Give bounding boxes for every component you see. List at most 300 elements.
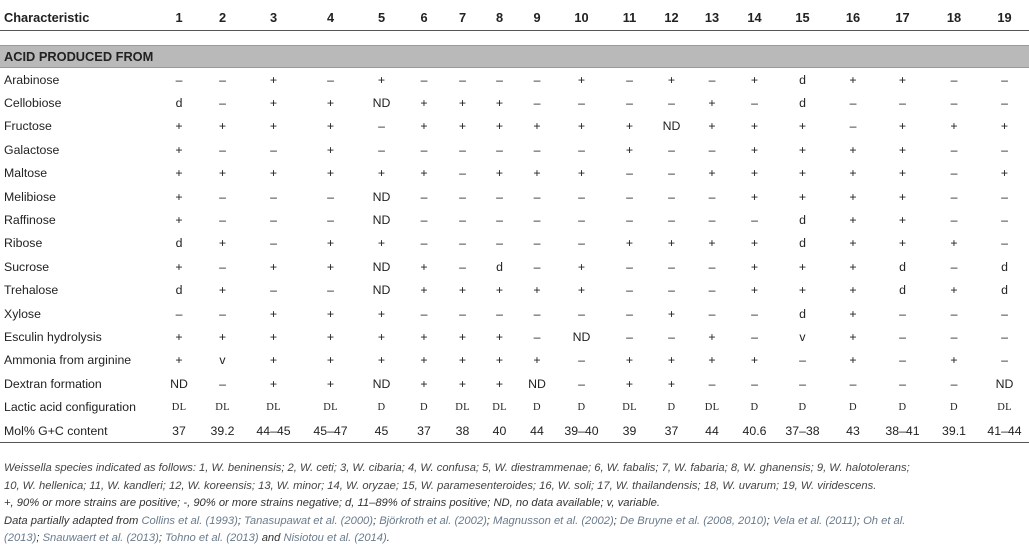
table-cell: –	[578, 376, 585, 391]
table-cell: d	[175, 96, 183, 111]
table-cell: +	[377, 166, 386, 181]
table-cell: –	[578, 96, 585, 111]
table-cell: +	[1000, 166, 1009, 181]
section-row	[0, 46, 1029, 68]
table-cell: –	[420, 236, 428, 251]
table-cell: +	[577, 283, 586, 298]
table-cell: –	[496, 213, 503, 228]
table-cell: –	[950, 96, 958, 111]
table-cell: +	[798, 142, 807, 157]
table-cell: –	[533, 72, 541, 87]
table-cell: –	[1001, 72, 1008, 87]
table-cell: +	[533, 119, 541, 134]
table-cell: –	[899, 329, 906, 344]
table-cell: –	[459, 142, 466, 157]
table-cell: v	[799, 329, 806, 344]
table-cell: D	[377, 401, 386, 413]
table-cell: d	[496, 259, 503, 274]
table-cell: +	[326, 142, 335, 157]
table-cell: +	[420, 353, 428, 368]
table-cell: +	[625, 353, 634, 368]
table-cell: –	[950, 72, 958, 87]
column-header-species-12: 12	[652, 4, 691, 31]
header-gap	[0, 31, 1029, 46]
table-cell: +	[798, 166, 807, 181]
table-cell: –	[420, 306, 428, 321]
table-cell: +	[458, 353, 467, 368]
table-cell: –	[578, 142, 585, 157]
table-cell: –	[378, 142, 385, 157]
table-cell: +	[708, 166, 716, 181]
table-cell: +	[175, 142, 183, 157]
table-cell: –	[578, 306, 585, 321]
table-cell: +	[667, 376, 676, 391]
table-cell: +	[849, 353, 857, 368]
table-cell: +	[798, 259, 807, 274]
table-cell: –	[1001, 142, 1008, 157]
table-cell: D	[420, 401, 428, 413]
table-body	[0, 31, 1029, 443]
table-cell: –	[459, 213, 466, 228]
table-cell: –	[420, 213, 428, 228]
table-cell: +	[533, 166, 541, 181]
table-cell: +	[377, 306, 386, 321]
table-cell: +	[1000, 119, 1009, 134]
table-cell: –	[708, 259, 716, 274]
table-cell: d	[799, 96, 806, 111]
table-cell: –	[899, 306, 906, 321]
table-cell: –	[459, 189, 466, 204]
reference-link[interactable]: Tohno et al. (2013)	[165, 532, 259, 544]
table-cell: +	[577, 259, 586, 274]
table-cell: –	[899, 96, 906, 111]
table-cell: ND	[170, 376, 188, 391]
table-cell: –	[668, 189, 675, 204]
table-cell: +	[420, 376, 428, 391]
table-cell: +	[377, 236, 386, 251]
table-header-row	[0, 4, 1029, 31]
footnote-species-line-1: Weissella species indicated as follows: 1, W. beninensis; 2, W. ceti; 3, W. cibaria; 4, W. confusa; 5, W. diestrammenae; 6, W. fabalis; 7, W. fabaria; 8, W. ghanensis; 9, W. halotolerans;	[4, 462, 910, 474]
reference-separator: ;	[486, 514, 494, 527]
row-label: Sucrose	[4, 259, 50, 274]
table-cell: –	[751, 213, 758, 228]
table-cell: 43	[829, 419, 877, 443]
row-label: Arabinose	[4, 72, 60, 87]
table-row	[0, 138, 1029, 161]
table-cell: DL	[455, 401, 470, 413]
table-cell: –	[420, 142, 428, 157]
table-cell: +	[420, 329, 428, 344]
table-cell: –	[219, 96, 226, 111]
table-cell: +	[458, 376, 467, 391]
column-header-species-14: 14	[733, 4, 776, 31]
table-cell: +	[708, 96, 716, 111]
table-row	[0, 302, 1029, 325]
reference-link[interactable]: De Bruyne et al. (2008, 2010)	[619, 514, 767, 527]
table-cell: +	[269, 259, 278, 274]
table-cell: d	[899, 283, 906, 298]
row-label: Trehalose	[4, 283, 59, 298]
table-cell: 37	[652, 419, 691, 443]
table-cell: –	[626, 283, 633, 298]
table-cell: d	[799, 72, 806, 87]
table-cell: –	[1001, 329, 1008, 344]
table-cell: +	[175, 189, 183, 204]
column-header-species-11: 11	[607, 4, 652, 31]
table-cell: +	[798, 283, 807, 298]
table-cell: –	[219, 213, 226, 228]
table-cell: +	[533, 353, 541, 368]
table-cell: –	[270, 213, 277, 228]
column-header-species-18: 18	[928, 4, 980, 31]
table-cell: +	[667, 353, 676, 368]
table-cell: 44–45	[245, 419, 302, 443]
table-cell: –	[799, 353, 806, 368]
table-cell: –	[626, 306, 633, 321]
table-cell: +	[326, 329, 335, 344]
table-cell: –	[327, 283, 334, 298]
table-row	[0, 279, 1029, 302]
table-cell: –	[626, 166, 633, 181]
table-cell: 39.2	[200, 419, 245, 443]
table-cell: +	[377, 72, 386, 87]
table-cell: +	[849, 142, 857, 157]
table-cell: ND	[995, 376, 1014, 391]
table-row	[0, 395, 1029, 418]
reference-separator: ;	[373, 514, 380, 527]
table-cell: –	[708, 376, 716, 391]
table-cell: +	[750, 259, 759, 274]
table-cell: –	[1001, 189, 1008, 204]
table-cell: +	[269, 353, 278, 368]
table-cell: ND	[572, 329, 591, 344]
table-cell: +	[667, 236, 676, 251]
table-cell: +	[849, 283, 857, 298]
table-cell: d	[899, 259, 906, 274]
column-header-species-3: 3	[245, 4, 302, 31]
table-cell: v	[219, 353, 226, 368]
table-cell: +	[175, 329, 183, 344]
row-label: Galactose	[4, 142, 60, 157]
table-cell: –	[496, 142, 503, 157]
table-cell: +	[326, 166, 335, 181]
table-cell: +	[625, 376, 634, 391]
table-cell: –	[626, 96, 633, 111]
table-cell: –	[708, 142, 716, 157]
table-cell: D	[950, 401, 958, 413]
footnote-species-line-2: 10, W. hellenica; 11, W. kandleri; 12, W. koreensis; 13, W. minor; 14, W. oryzae; 15, W. paramesenteroides; 16, W. soli; 17, W. thailandensis; 18, W. uvarum; 19, W. viridescens.	[4, 479, 877, 492]
table-cell: DL	[171, 401, 187, 413]
row-label: Maltose	[4, 166, 48, 181]
table-cell: –	[708, 283, 716, 298]
table-cell: +	[577, 166, 586, 181]
table-cell: +	[950, 353, 958, 368]
table-cell: 40.6	[733, 419, 776, 443]
column-header-species-15: 15	[776, 4, 829, 31]
table-cell: +	[458, 119, 467, 134]
table-cell: +	[326, 306, 335, 321]
table-cell: –	[578, 189, 585, 204]
table-cell: +	[708, 119, 716, 134]
table-cell: –	[950, 142, 958, 157]
table-cell: +	[269, 166, 278, 181]
table-cell: –	[459, 72, 466, 87]
table-cell: +	[950, 119, 958, 134]
row-label: Ammonia from arginine	[4, 353, 132, 368]
reference-link[interactable]: Collins et al. (1993)	[141, 514, 238, 527]
table-cell: +	[495, 329, 504, 344]
table-cell: –	[799, 376, 806, 391]
table-cell: +	[625, 236, 634, 251]
table-cell: –	[578, 353, 585, 368]
table-cell: +	[708, 236, 716, 251]
footnote-legend: +, 90% or more strains are positive; -, 90% or more strains negative; d, 11–89% of strains positive; ND, no data available; v, variable.	[4, 497, 660, 509]
table-cell: –	[668, 283, 675, 298]
table-cell: +	[175, 213, 183, 228]
table-cell: +	[326, 119, 335, 134]
table-cell: –	[459, 306, 466, 321]
table-cell: d	[175, 283, 183, 298]
table-cell: d	[799, 306, 806, 321]
column-header-species-2: 2	[200, 4, 245, 31]
row-label: Esculin hydrolysis	[4, 329, 102, 344]
table-cell: d	[175, 236, 183, 251]
table-cell: –	[950, 376, 958, 391]
table-cell: +	[898, 166, 907, 181]
table-cell: –	[175, 72, 183, 87]
table-cell: –	[1001, 236, 1008, 251]
table-cell: +	[750, 119, 759, 134]
table-cell: +	[218, 236, 227, 251]
references-and: and	[261, 532, 281, 544]
table-cell: +	[708, 329, 716, 344]
table-cell: +	[269, 376, 278, 391]
table-cell: –	[219, 306, 226, 321]
table-cell: 37–38	[776, 419, 829, 443]
table-cell: 44	[518, 419, 556, 443]
table-cell: –	[327, 189, 334, 204]
table-cell: +	[175, 353, 183, 368]
table-cell: DL	[622, 401, 637, 413]
table-cell: D	[898, 401, 907, 413]
table-cell: +	[495, 353, 504, 368]
table-cell: –	[420, 189, 428, 204]
reference-separator: ;	[36, 532, 43, 544]
table-cell: –	[849, 96, 857, 111]
table-cell: +	[420, 96, 428, 111]
table-cell: –	[533, 142, 541, 157]
table-cell: 41–44	[980, 419, 1029, 443]
table-cell: 39–40	[556, 419, 607, 443]
reference-link[interactable]: Björkroth et al. (2002)	[379, 514, 487, 527]
table-cell: –	[950, 189, 958, 204]
table-cell: –	[626, 72, 633, 87]
table-cell: –	[496, 189, 503, 204]
table-cell: +	[269, 96, 278, 111]
table-cell: +	[326, 236, 335, 251]
table-cell: ND	[662, 119, 681, 134]
reference-link[interactable]: Snauwaert et al. (2013)	[42, 532, 159, 544]
column-header-species-7: 7	[444, 4, 481, 31]
table-cell: d	[1001, 259, 1008, 274]
reference-link[interactable]: Tanasupawat et al. (2000)	[244, 514, 373, 527]
table-cell: –	[533, 259, 541, 274]
table-cell: DL	[704, 401, 720, 413]
table-row	[0, 232, 1029, 255]
table-cell: –	[708, 306, 716, 321]
table-cell: +	[420, 119, 428, 134]
table-cell: 45–47	[302, 419, 359, 443]
table-cell: +	[750, 72, 759, 87]
table-cell: –	[459, 259, 466, 274]
column-header-species-9: 9	[518, 4, 556, 31]
table-cell: +	[175, 166, 183, 181]
table-cell: D	[577, 401, 586, 413]
table-cell: d	[799, 236, 806, 251]
table-cell: +	[667, 72, 676, 87]
table-cell: 37	[404, 419, 444, 443]
table-cell: –	[175, 306, 183, 321]
table-row	[0, 68, 1029, 92]
table-cell: 38–41	[877, 419, 928, 443]
table-cell: +	[849, 306, 857, 321]
table-cell: +	[458, 283, 467, 298]
reference-link[interactable]: Magnusson et al. (2002)	[493, 514, 614, 527]
table-cell: –	[668, 213, 675, 228]
table-cell: –	[1001, 306, 1008, 321]
table-cell: –	[950, 213, 958, 228]
table-cell: +	[377, 353, 386, 368]
table-row	[0, 208, 1029, 231]
table-cell: +	[849, 166, 857, 181]
table-cell: –	[708, 213, 716, 228]
table-cell: –	[849, 376, 857, 391]
table-cell: +	[750, 166, 759, 181]
table-cell: DL	[492, 401, 507, 413]
table-cell: –	[849, 119, 857, 134]
table-cell: +	[625, 119, 634, 134]
reference-link[interactable]: Nisiotou et al. (2014)	[283, 532, 387, 544]
table-cell: –	[899, 376, 906, 391]
table-cell: +	[326, 376, 335, 391]
table-cell: +	[420, 259, 428, 274]
table-cell: 39	[607, 419, 652, 443]
table-row	[0, 255, 1029, 278]
table-cell: –	[270, 236, 277, 251]
table-cell: +	[849, 189, 857, 204]
row-label: Dextran formation	[4, 376, 102, 391]
table-cell: +	[495, 119, 504, 134]
table-cell: –	[626, 213, 633, 228]
column-header-species-8: 8	[481, 4, 518, 31]
table-cell: –	[950, 306, 958, 321]
table-cell: –	[327, 72, 334, 87]
table-cell: +	[625, 142, 634, 157]
table-cell: +	[269, 306, 278, 321]
table-cell: +	[269, 119, 278, 134]
table-cell: –	[533, 96, 541, 111]
table-cell: –	[496, 236, 503, 251]
table-cell: ND	[372, 376, 391, 391]
table-cell: D	[750, 401, 759, 413]
table-cell: +	[898, 189, 907, 204]
characteristics-table	[0, 4, 1029, 443]
table-cell: ND	[372, 189, 391, 204]
table-cell: –	[668, 166, 675, 181]
table-cell: +	[218, 119, 227, 134]
reference-link[interactable]: Vela et al. (2011)	[772, 514, 857, 527]
table-cell: –	[668, 329, 675, 344]
table-cell: +	[750, 142, 759, 157]
table-cell: DL	[323, 401, 338, 413]
table-cell: +	[420, 166, 428, 181]
table-cell: D	[798, 401, 807, 413]
table-cell: –	[533, 189, 541, 204]
table-cell: +	[377, 329, 386, 344]
table-cell: +	[849, 236, 857, 251]
reference-separator: ;	[613, 514, 620, 527]
table-cell: +	[495, 283, 504, 298]
table-cell: DL	[266, 401, 281, 413]
section-title: ACID PRODUCED FROM	[0, 46, 1029, 68]
table-cell: –	[219, 72, 226, 87]
table-cell: –	[219, 189, 226, 204]
table-cell: +	[577, 119, 586, 134]
table-cell: 45	[359, 419, 404, 443]
table-cell: –	[668, 142, 675, 157]
column-header-species-19: 19	[980, 4, 1029, 31]
table-cell: –	[459, 166, 466, 181]
table-cell: ND	[372, 259, 391, 274]
table-cell: –	[668, 96, 675, 111]
table-cell: –	[219, 376, 226, 391]
table-cell: –	[219, 142, 226, 157]
table-row	[0, 162, 1029, 185]
reference-link[interactable]: (2013)	[4, 532, 37, 544]
table-cell: +	[326, 96, 335, 111]
table-cell: 40	[481, 419, 518, 443]
table-cell: +	[420, 283, 428, 298]
table-cell: –	[899, 353, 906, 368]
column-header-species-16: 16	[829, 4, 877, 31]
table-cell: 44	[691, 419, 733, 443]
table-cell: –	[578, 236, 585, 251]
table-row	[0, 419, 1029, 443]
table-cell: –	[626, 189, 633, 204]
table-cell: ND	[372, 213, 391, 228]
row-label: Xylose	[4, 306, 41, 321]
table-cell: DL	[215, 401, 230, 413]
table-cell: –	[950, 259, 958, 274]
table-row	[0, 372, 1029, 395]
references-end: .	[386, 532, 390, 544]
table-cell: +	[708, 353, 716, 368]
table-cell: –	[420, 72, 428, 87]
table-cell: DL	[997, 401, 1012, 413]
table-cell: +	[495, 166, 504, 181]
table-cell: +	[218, 329, 227, 344]
table-cell: +	[533, 283, 541, 298]
table-cell: –	[496, 72, 503, 87]
row-label: Lactic acid configuration	[4, 400, 136, 415]
row-label: Cellobiose	[4, 96, 62, 111]
reference-link[interactable]: Oh et al.	[863, 514, 906, 527]
table-cell: +	[849, 72, 857, 87]
table-cell: d	[1001, 283, 1008, 298]
table-cell: –	[708, 72, 716, 87]
reference-separator: ;	[158, 532, 166, 544]
table-cell: –	[950, 166, 958, 181]
